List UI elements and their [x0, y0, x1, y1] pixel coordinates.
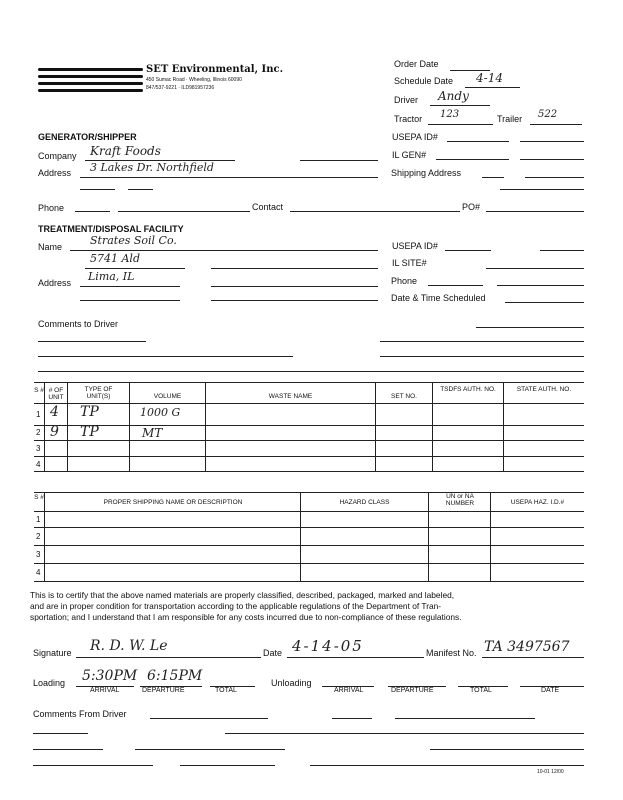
il-gen-field[interactable] [436, 159, 509, 160]
facility-usepa-label: USEPA ID# [392, 241, 438, 251]
trailer-field[interactable] [530, 124, 582, 125]
trailer-label: Trailer [497, 114, 523, 124]
signature-value: R. D. W. Le [90, 638, 168, 654]
form-code: 10-01 12/00 [537, 769, 564, 775]
certification-line-2: and are in proper condition for transportation according to the applicable regulations of the Department of Tran- [30, 601, 442, 611]
trailer-value: 522 [538, 109, 558, 120]
waste-row-type: TP [80, 404, 99, 420]
tractor-field[interactable] [428, 124, 493, 125]
address-label: Address [38, 168, 72, 178]
comments-from-driver-field[interactable] [150, 718, 268, 719]
address-field[interactable] [80, 177, 378, 178]
loading-arrival-value: 5:30PM [82, 668, 138, 684]
ship-row-num: 1 [36, 515, 41, 524]
manifest-value: TA 3497567 [484, 639, 570, 655]
schedule-date-field[interactable] [465, 87, 520, 88]
date-time-scheduled-field[interactable] [505, 302, 584, 303]
ship-col-hazard: HAZARD CLASS [339, 499, 390, 506]
facility-address-field[interactable] [80, 286, 180, 287]
facility-address-label: Address [38, 278, 72, 288]
waste-row-volume: 1000 G [140, 406, 181, 419]
company-name: SET Environmental, Inc. [146, 64, 284, 75]
waste-col-volume: VOLUME [153, 393, 182, 400]
ship-row-num: 2 [36, 532, 41, 541]
facility-address-value: Lima, IL [88, 270, 135, 283]
unloading-total-label: TOTAL [470, 687, 492, 694]
manifest-label: Manifest No. [426, 648, 477, 658]
loading-arrival-label: ARRIVAL [90, 687, 120, 694]
waste-col-type: TYPE OF UNIT(S) [84, 386, 113, 400]
waste-row-num: 3 [36, 444, 41, 453]
comments-to-driver-field[interactable] [476, 327, 584, 328]
comments-from-driver-label: Comments From Driver [33, 709, 127, 719]
ship-col-s: S # [34, 494, 44, 501]
tractor-label: Tractor [394, 114, 423, 124]
waste-row-num: 4 [36, 460, 41, 469]
facility-phone-label: Phone [391, 276, 418, 286]
facility-phone-field[interactable] [428, 285, 483, 286]
waste-col-state: STATE AUTH. NO. [516, 386, 572, 393]
contact-label: Contact [252, 202, 284, 212]
waste-col-set: SET NO. [391, 393, 417, 400]
il-site-field[interactable] [486, 268, 584, 269]
certification-line-3: sportation; and I understand that I am responsible for any costs incurred due to non-compliance of these regulations. [30, 612, 462, 622]
loading-departure-value: 6:15PM [147, 668, 203, 684]
ship-row-num: 4 [36, 568, 41, 577]
shipping-address-label: Shipping Address [391, 168, 462, 178]
order-date-label: Order Date [394, 59, 439, 69]
signature-field[interactable] [76, 657, 261, 658]
waste-row-units: 9 [50, 424, 59, 440]
unloading-label: Unloading [271, 678, 312, 688]
waste-col-name: WASTE NAME [268, 393, 313, 400]
company-address: 450 Sumac Road · Wheeling, Illinois 60090 [146, 77, 242, 83]
phone-label: Phone [38, 203, 65, 213]
usepa-id-label: USEPA ID# [392, 132, 438, 142]
certification-line-1: This is to certify that the above named materials are properly classified, described, packaged, marked and labeled, [30, 590, 455, 600]
company-label: Company [38, 151, 77, 161]
signature-label: Signature [33, 648, 72, 658]
ship-col-usepa: USEPA HAZ. I.D.# [510, 499, 565, 506]
waste-col-tsdfs: TSDFS AUTH. NO. [440, 386, 496, 393]
manifest-field[interactable] [482, 657, 584, 658]
tractor-value: 123 [440, 109, 460, 120]
usepa-id-field[interactable] [447, 141, 509, 142]
po-field[interactable] [486, 211, 584, 212]
facility-name-field[interactable] [70, 250, 378, 251]
waste-col-s: S # [34, 387, 44, 394]
unloading-arrival-label: ARRIVAL [334, 687, 364, 694]
ship-col-un: UN or NA NUMBER [445, 493, 475, 507]
waste-row-units: 4 [50, 404, 59, 420]
ship-col-name: PROPER SHIPPING NAME OR DESCRIPTION [103, 499, 243, 506]
facility-usepa-field[interactable] [445, 250, 491, 251]
schedule-date-value: 4-14 [476, 71, 503, 85]
driver-value: Andy [438, 89, 469, 103]
driver-label: Driver [394, 95, 418, 105]
unloading-date-label: DATE [541, 687, 560, 694]
facility-name-value: Strates Soil Co. [90, 234, 177, 247]
address-value: 3 Lakes Dr. Northfield [90, 161, 214, 174]
po-label: PO# [462, 202, 481, 212]
date-label: Date [263, 648, 283, 658]
company-phone: 847/537-9221 · ILD981957236 [146, 85, 215, 91]
contact-field[interactable] [290, 211, 460, 212]
loading-total-label: TOTAL [215, 687, 237, 694]
company-value: Kraft Foods [90, 144, 161, 158]
facility-name-value2: 5741 Ald [90, 252, 140, 265]
facility-name-label: Name [38, 242, 63, 252]
schedule-date-label: Schedule Date [394, 76, 454, 86]
phone-field[interactable] [75, 211, 110, 212]
waste-row-num: 1 [36, 410, 41, 419]
driver-field[interactable] [430, 105, 490, 106]
comments-to-driver-label: Comments to Driver [38, 319, 119, 329]
waste-col-units: # OF UNIT [48, 387, 64, 401]
loading-label: Loading [33, 678, 66, 688]
waste-row-type: TP [80, 424, 99, 440]
facility-section-title: TREATMENT/DISPOSAL FACILITY [38, 224, 184, 234]
unloading-departure-label: DEPARTURE [391, 687, 434, 694]
generator-section-title: GENERATOR/SHIPPER [38, 132, 137, 142]
il-gen-label: IL GEN# [392, 150, 427, 160]
ship-row-num: 3 [36, 550, 41, 559]
waste-row-num: 2 [36, 428, 41, 437]
date-value: 4-14-05 [292, 637, 364, 655]
il-site-label: IL SITE# [392, 258, 427, 268]
loading-departure-label: DEPARTURE [142, 687, 185, 694]
waste-row-volume: MT [142, 426, 163, 440]
date-time-scheduled-label: Date & Time Scheduled [391, 293, 486, 303]
date-field[interactable] [287, 657, 424, 658]
